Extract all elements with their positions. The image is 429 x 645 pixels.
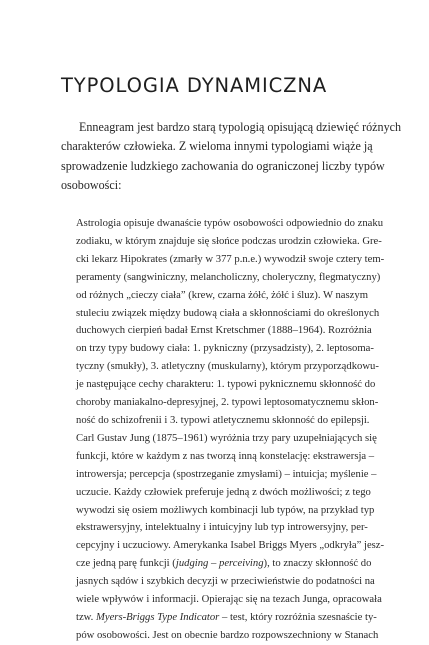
quote-line: cze jedną parę funkcji (judging – perceiving), to znaczy skłonność do [76, 558, 372, 570]
quote-line: ność do schizofrenii i 3. typowi atletycznemu skłonność do epilepsji. [76, 414, 370, 426]
intro-line: sprowadzenie ludzkiego zachowania do ograniczonej liczby typów [61, 158, 385, 173]
quote-line: ekstrawersyjny, intelektualny i intuicyjny lub typ introwersyjny, per- [76, 522, 368, 534]
quote-line: je następujące cechy charakteru: 1. typowi pyknicznemu skłonność do [76, 379, 376, 391]
quote-line: wiele wpływów i informacji. Opierając się na tezach Junga, opracowała [76, 594, 382, 606]
quote-line: funkcji, które w każdym z nas tworzą inną konstelację: ekstrawersja – [76, 450, 375, 462]
quote-line: Astrologia opisuje dwanaście typów osobowości odpowiednio do znaku [76, 218, 384, 229]
quote-line: on trzy typy budowy ciała: 1. pykniczny (przysadzisty), 2. leptosoma- [76, 343, 374, 355]
quote-line: stuleciu związek między budową ciała a skłonnościami do określonych [76, 307, 380, 319]
quote-block [76, 215, 385, 645]
quote-line: tzw. Myers-Briggs Type Indicator – test, który rozróżnia szesnaście ty- [76, 611, 377, 623]
quote-line: uczucie. Każdy człowiek preferuje jedną z dwóch możliwości; z tego [76, 486, 371, 498]
quote-line: jasnych sądów i szybkich decyzji w przeciwieństwie do podatności na [76, 576, 375, 588]
quote-line: duchowych cierpień badał Ernst Kretschmer (1888–1964). Rozróżnia [76, 325, 372, 337]
intro-line: charakterów człowieka. Z wieloma innymi typologiami wiąże ją [61, 139, 373, 154]
quote-line: od różnych „cieczy ciała” (krew, czarna żółć, żółć i śluz). W naszym [76, 289, 368, 301]
quote-line: cepcyjny i uczuciowy. Amerykanka Isabel Briggs Myers „odkryła” jesz- [76, 540, 385, 552]
intro-line: Enneagram jest bardzo starą typologią opisującą dziewięć różnych [79, 120, 402, 134]
quote-line: introwersja; percepcja (spostrzeganie zmysłami) – intuicja; myślenie – [76, 468, 377, 480]
quote-line: pów osobowości. Jest on obecnie bardzo rozpowszechniony w Stanach [76, 629, 379, 641]
quote-line: choroby maniakalno-depresyjnej, 2. typowi leptosomatycznemu skłon- [76, 397, 379, 409]
quote-line: zodiaku, w którym znajduje się słońce podczas urodzin człowieka. Gre- [76, 235, 382, 247]
quote-line: Carl Gustav Jung (1875–1961) wyróżnia trzy pary uzupełniających się [76, 432, 377, 444]
intro-paragraph [61, 118, 402, 195]
quote-line: tyczny (smukły), 3. atletyczny (muskularny), którym przyporządkowu- [76, 361, 379, 373]
quote-line: cki lekarz Hipokrates (zmarły w 377 p.n.e.) wywodził swoje cztery tem- [76, 253, 385, 265]
intro-line: osobowości: [61, 177, 122, 192]
quote-line: peramenty (sangwiniczny, melancholiczny, choleryczny, flegmatyczny) [76, 271, 381, 283]
quote-line: wywodzi się osiem możliwych kombinacji lub typów, na przykład typ [76, 504, 375, 516]
section-heading: TYPOLOGIA DYNAMICZNA [61, 74, 328, 97]
